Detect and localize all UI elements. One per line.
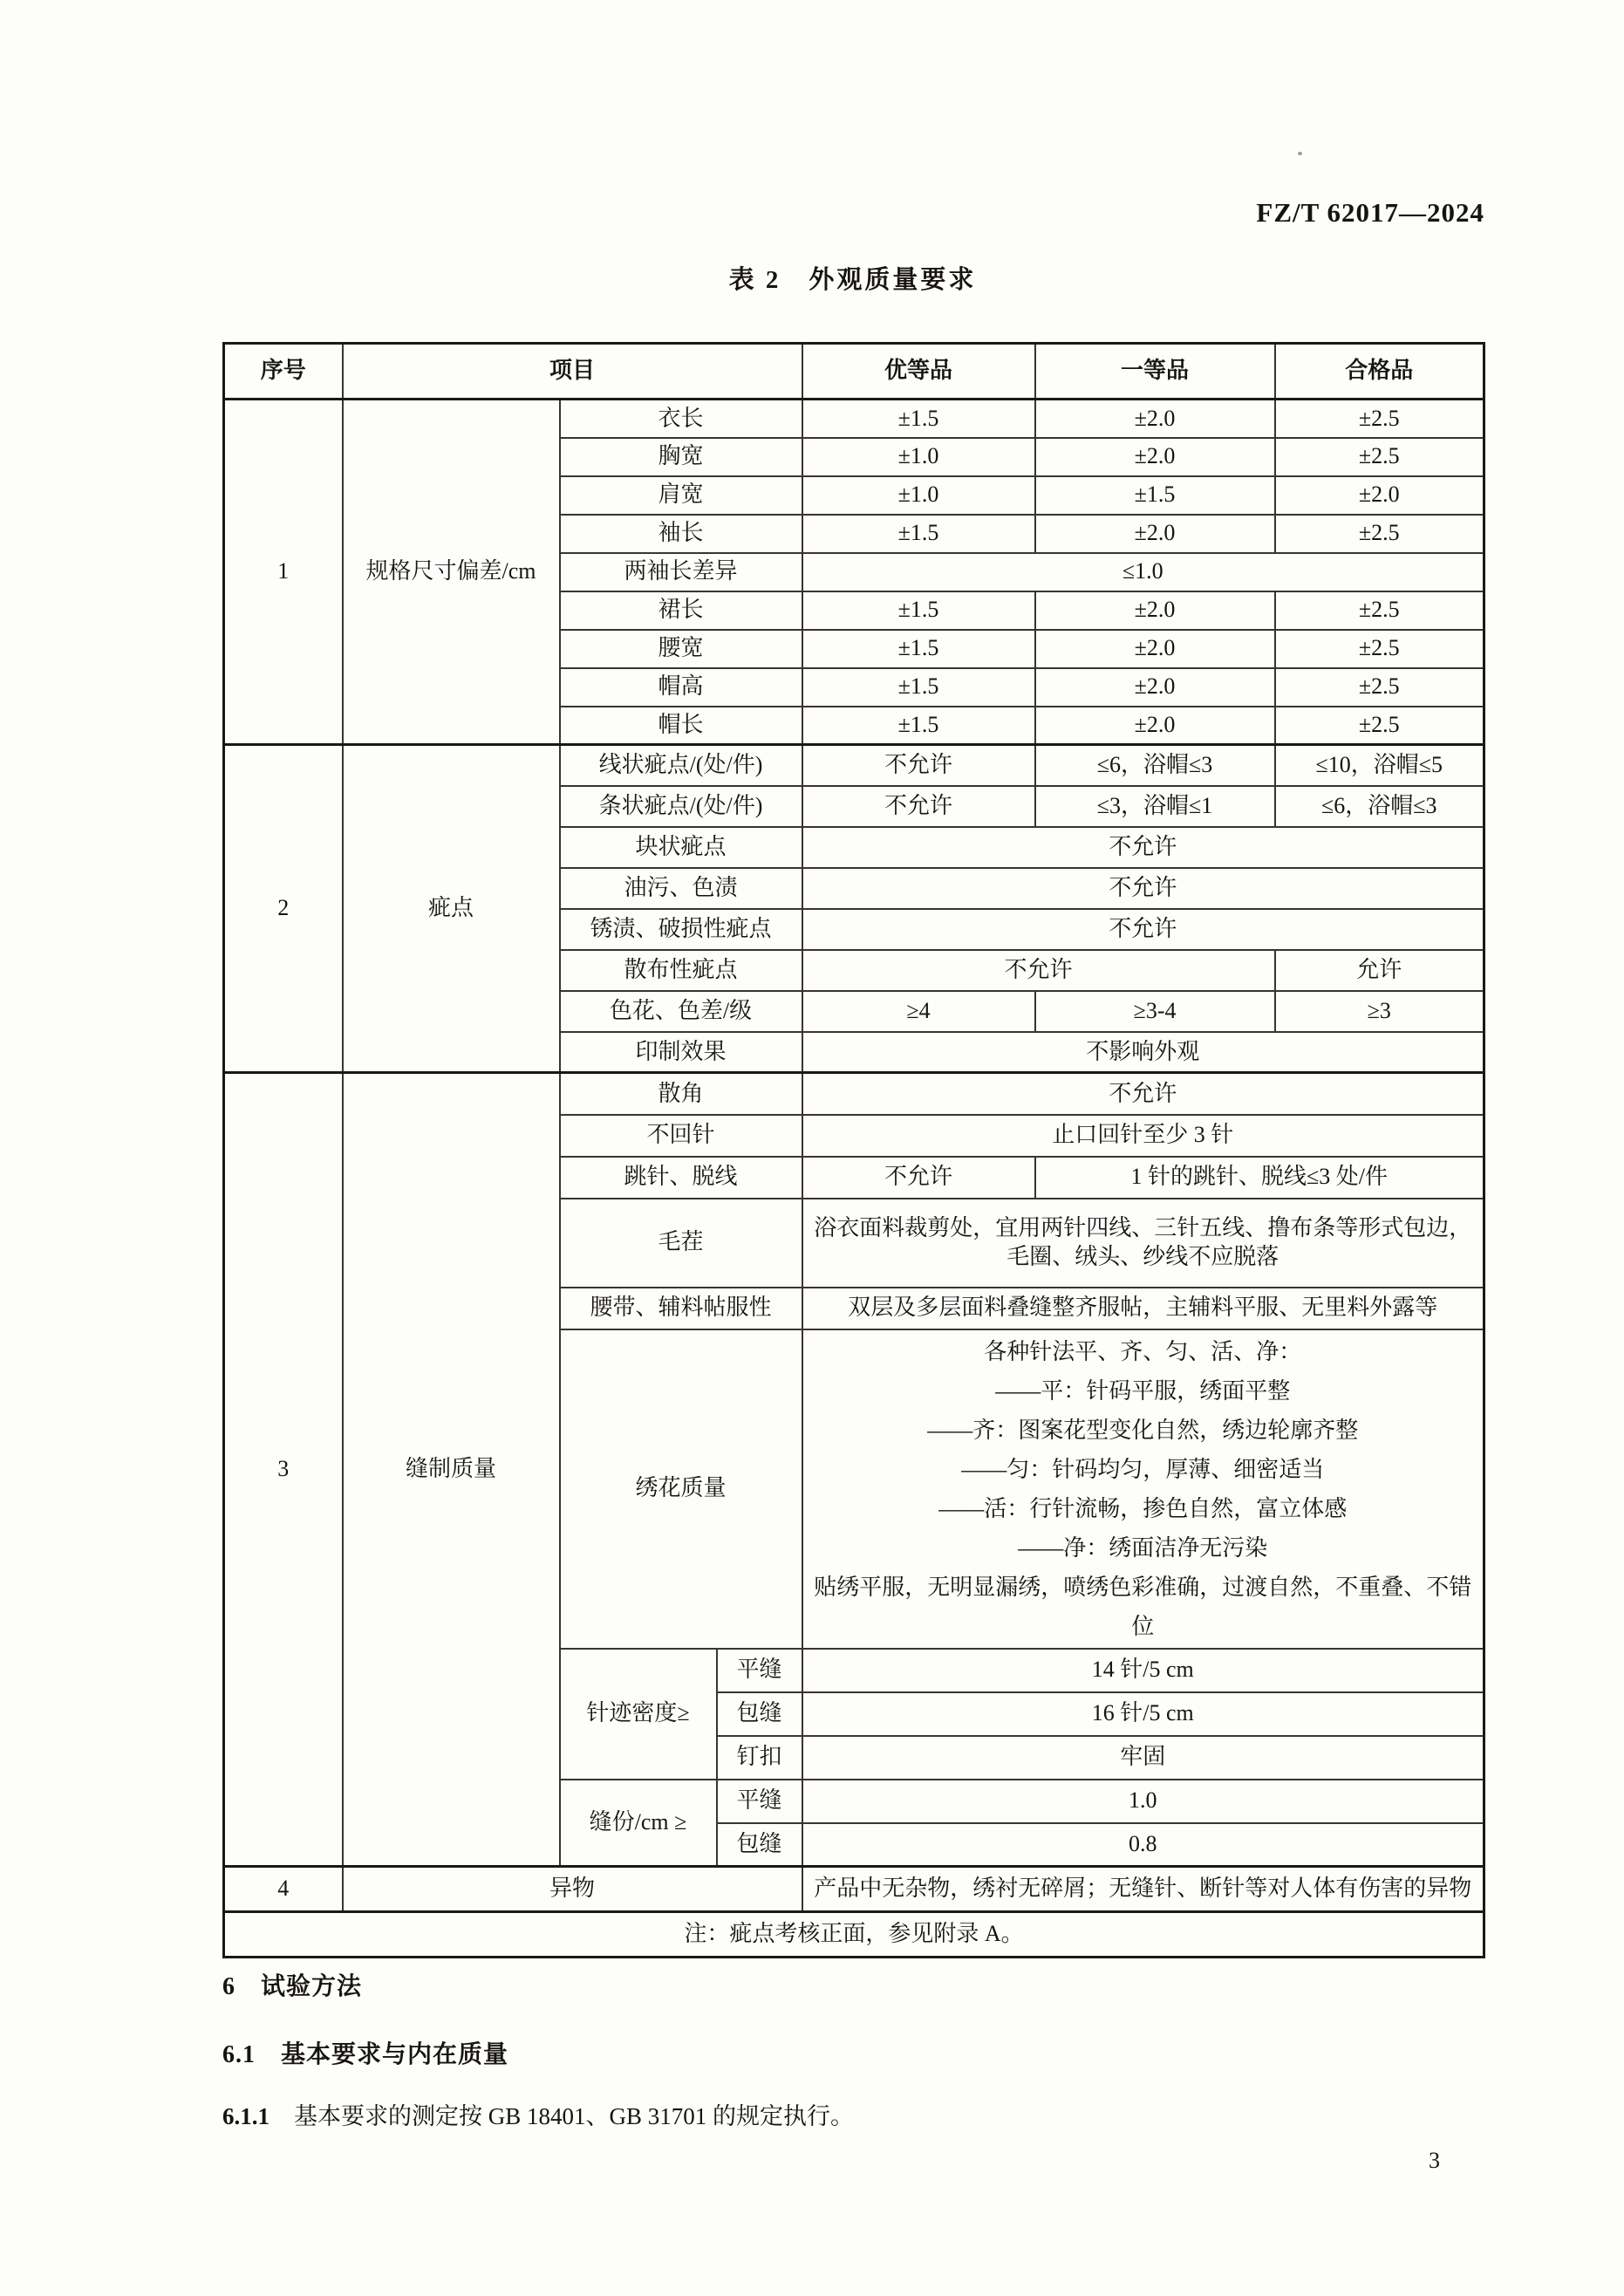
cell-value: ±2.5: [1275, 400, 1484, 438]
table-row: [224, 400, 1484, 438]
cell-item: 绣花质量: [560, 1329, 802, 1649]
cell-value-merged: 产品中无杂物，绣衬无碎屑；无缝针、断针等对人体有伤害的异物: [802, 1867, 1484, 1912]
cell-value-merged: 1.0: [802, 1780, 1484, 1823]
cell-item: 锈渍、破损性疵点: [560, 909, 802, 950]
embroidery-line: ——匀：针码均匀，厚薄、细密适当: [961, 1456, 1325, 1482]
cell-value: ±2.0: [1035, 668, 1275, 707]
cell-value-merged: 不允许: [802, 868, 1484, 909]
cell-item: 色花、色差/级: [560, 991, 802, 1032]
cell-item: 裙长: [560, 591, 802, 630]
scan-speck: [1298, 152, 1302, 155]
cell-value: ±2.5: [1275, 707, 1484, 745]
cell-value-merged: 0.8: [802, 1823, 1484, 1867]
cell-item: 线状疵点/(处/件): [560, 745, 802, 786]
cell-item: 腰带、辅料帖服性: [560, 1288, 802, 1329]
cell-value: ±2.0: [1035, 515, 1275, 553]
cell-value: ±2.5: [1275, 630, 1484, 668]
header-grade1: 优等品: [802, 344, 1035, 400]
cell-item: 帽长: [560, 707, 802, 745]
standard-number: FZ/T 62017—2024: [1256, 197, 1484, 228]
cell-embroidery-requirements: [802, 1329, 1484, 1649]
cell-value-merged: 不允许: [802, 827, 1484, 868]
cell-seq: 1: [224, 400, 343, 745]
cell-subcategory: 针迹密度≥: [560, 1649, 717, 1780]
cell-value-merged: 16 针/5 cm: [802, 1692, 1484, 1736]
cell-value: 允许: [1275, 950, 1484, 991]
cell-value: ±1.0: [802, 476, 1035, 515]
cell-item: 衣长: [560, 400, 802, 438]
cell-item: 平缝: [717, 1780, 802, 1823]
cell-value: ≤3，浴帽≤1: [1035, 786, 1275, 827]
cell-item: 肩宽: [560, 476, 802, 515]
cell-item: 包缝: [717, 1692, 802, 1736]
clause-6-1-1-number: 6.1.1: [222, 2103, 270, 2129]
cell-item: 条状疵点/(处/件): [560, 786, 802, 827]
table-note-row: [224, 1912, 1484, 1958]
cell-item: 块状疵点: [560, 827, 802, 868]
cell-value: ±1.5: [802, 630, 1035, 668]
cell-value: ±2.0: [1035, 438, 1275, 476]
cell-value: ±2.0: [1035, 591, 1275, 630]
clause-6-1-heading: 6.1 基本要求与内在质量: [222, 2041, 509, 2068]
cell-value: ±1.5: [802, 591, 1035, 630]
cell-subcategory: 缝份/cm ≥: [560, 1780, 717, 1867]
cell-value: 不允许: [802, 1157, 1035, 1199]
cell-value-merged: 不允许: [802, 1073, 1484, 1115]
cell-item: 不回针: [560, 1115, 802, 1157]
header-item: 项目: [343, 344, 802, 400]
table-row: [224, 1867, 1484, 1912]
cell-value: 不允许: [802, 745, 1035, 786]
cell-value-merged: 1 针的跳针、脱线≤3 处/件: [1035, 1157, 1484, 1199]
cell-value: ±1.5: [802, 400, 1035, 438]
header-grade2: 一等品: [1035, 344, 1275, 400]
cell-value-merged: 双层及多层面料叠缝整齐服帖，主辅料平服、无里料外露等: [802, 1288, 1484, 1329]
cell-value: ±2.5: [1275, 668, 1484, 707]
cell-value: ≤6，浴帽≤3: [1275, 786, 1484, 827]
cell-value: ±2.5: [1275, 438, 1484, 476]
cell-value-merged: 浴衣面料裁剪处，宜用两针四线、三针五线、撸布条等形式包边，毛圈、绒头、纱线不应脱落: [802, 1199, 1484, 1288]
embroidery-line: ——齐：图案花型变化自然，绣边轮廓齐整: [927, 1417, 1359, 1443]
cell-value-merged: 不影响外观: [802, 1032, 1484, 1073]
clause-6-1-1-text: 基本要求的测定按 GB 18401、GB 31701 的规定执行。: [294, 2103, 855, 2129]
table-row: [224, 1073, 1484, 1115]
cell-value: ≥3: [1275, 991, 1484, 1032]
cell-item: 毛茬: [560, 1199, 802, 1288]
cell-value: ±1.5: [802, 515, 1035, 553]
cell-value-merged: 止口回针至少 3 针: [802, 1115, 1484, 1157]
quality-table: [222, 342, 1485, 1958]
cell-category: 疵点: [343, 745, 560, 1073]
cell-item: 异物: [343, 1867, 802, 1912]
embroidery-line: 贴绣平服，无明显漏绣，喷绣色彩准确，过渡自然，不重叠、不错位: [814, 1574, 1472, 1639]
cell-value-merged: 14 针/5 cm: [802, 1649, 1484, 1692]
cell-item: 钉扣: [717, 1736, 802, 1780]
cell-value-merged: ≤1.0: [802, 553, 1484, 591]
cell-item: 散角: [560, 1073, 802, 1115]
cell-item: 跳针、脱线: [560, 1157, 802, 1199]
table-row: [224, 745, 1484, 786]
cell-item: 胸宽: [560, 438, 802, 476]
cell-value: ≥4: [802, 991, 1035, 1032]
cell-value: ±2.0: [1035, 630, 1275, 668]
embroidery-line: ——活：行针流畅，掺色自然，富立体感: [938, 1495, 1348, 1521]
cell-item: 包缝: [717, 1823, 802, 1867]
cell-value: ≤10，浴帽≤5: [1275, 745, 1484, 786]
cell-value: ±1.5: [802, 707, 1035, 745]
table-note: 注：疵点考核正面，参见附录 A。: [224, 1912, 1484, 1958]
header-seq: 序号: [224, 344, 343, 400]
page-number: 3: [1429, 2148, 1440, 2173]
embroidery-line: ——平：针码平服，绣面平整: [995, 1377, 1291, 1404]
clause-6-1-1-paragraph: [222, 2097, 854, 2131]
cell-value: 不允许: [802, 786, 1035, 827]
cell-value: ±1.5: [1035, 476, 1275, 515]
cell-item: 平缝: [717, 1649, 802, 1692]
cell-category: 缝制质量: [343, 1073, 560, 1867]
clause-6-heading: 6 试验方法: [222, 1973, 363, 2000]
cell-value: ≤6，浴帽≤3: [1035, 745, 1275, 786]
cell-item: 散布性疵点: [560, 950, 802, 991]
cell-seq: 2: [224, 745, 343, 1073]
cell-item: 帽高: [560, 668, 802, 707]
cell-item: 袖长: [560, 515, 802, 553]
cell-value: ±2.0: [1275, 476, 1484, 515]
table-header-row: [224, 344, 1484, 400]
cell-item: 油污、色渍: [560, 868, 802, 909]
cell-value: ±2.0: [1035, 707, 1275, 745]
cell-item: 两袖长差异: [560, 553, 802, 591]
cell-value-merged: 不允许: [802, 950, 1275, 991]
cell-value: ±2.0: [1035, 400, 1275, 438]
cell-value: ±1.0: [802, 438, 1035, 476]
cell-value-merged: 不允许: [802, 909, 1484, 950]
header-grade3: 合格品: [1275, 344, 1484, 400]
cell-category: 规格尺寸偏差/cm: [343, 400, 560, 745]
table-title: 表 2 外观质量要求: [728, 266, 977, 294]
cell-value: ≥3-4: [1035, 991, 1275, 1032]
embroidery-line: 各种针法平、齐、匀、活、净：: [984, 1338, 1302, 1364]
cell-value: ±2.5: [1275, 515, 1484, 553]
cell-seq: 3: [224, 1073, 343, 1867]
cell-value-merged: 牢固: [802, 1736, 1484, 1780]
cell-value: ±1.5: [802, 668, 1035, 707]
cell-seq: 4: [224, 1867, 343, 1912]
cell-item: 腰宽: [560, 630, 802, 668]
embroidery-line: ——净：绣面洁净无污染: [1018, 1534, 1268, 1561]
cell-item: 印制效果: [560, 1032, 802, 1073]
cell-value: ±2.5: [1275, 591, 1484, 630]
